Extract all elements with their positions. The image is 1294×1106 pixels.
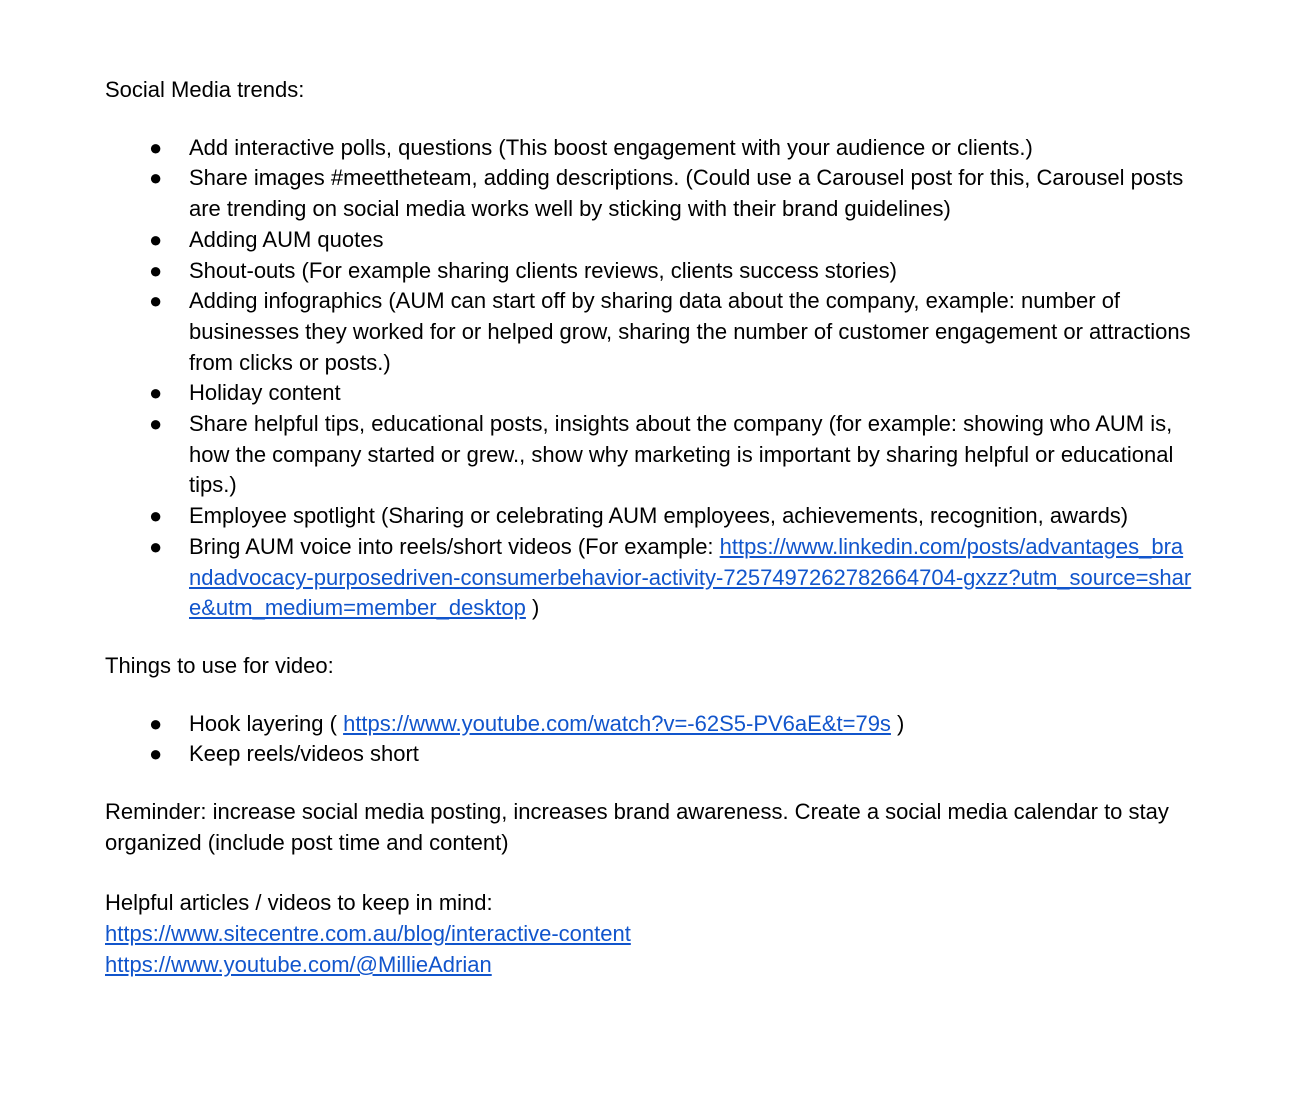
bullet-icon: ●: [149, 257, 163, 283]
sitecentre-link[interactable]: https://www.sitecentre.com.au/blog/interactive-content: [105, 921, 631, 947]
bullet-icon: ●: [149, 533, 163, 559]
list-item: ● Bring AUM voice into reels/short videos (For example: https://www.linkedin.com/posts/advantages_brandadvocacy-purposedriven-consumerbehavior-activity-7257497262782664704-gxzz?utm_source=share&utm_medium=member_desktop ): [149, 533, 1192, 621]
list-item: ● Keep reels/videos short: [105, 739, 1195, 770]
bullet-icon: ●: [149, 288, 163, 314]
reminder-text: Reminder: increase social media posting, increases brand awareness. Create a social media calendar to stay organized (include post time and content): [105, 799, 1169, 855]
list-item: ● Shout-outs (For example sharing clients reviews, clients success stories): [105, 256, 1195, 287]
linkedin-link[interactable]: https://www.linkedin.com/posts/advantages_brandadvocacy-purposedriven-consumerbehavior-activity-7257497262782664704-gxzz?utm_source=share&utm_medium=member_desktop: [189, 533, 1192, 621]
bullet-icon: ●: [149, 710, 163, 736]
bullet-icon: ●: [149, 411, 163, 437]
list-item: ● Add interactive polls, questions (This boost engagement with your audience or clients.): [105, 133, 1195, 164]
document-page: [105, 75, 1195, 981]
heading-social-media-trends: Social Media trends:: [105, 77, 305, 102]
video-list: [105, 709, 1195, 770]
heading-things-for-video: Things to use for video:: [105, 652, 334, 678]
millie-adrian-link[interactable]: https://www.youtube.com/@MillieAdrian: [105, 951, 492, 977]
list-item: ● Share images #meettheteam, adding descriptions. (Could use a Carousel post for this, Carousel posts are trending on social media works well by sticking with their brand guidelines): [149, 165, 1184, 222]
bullet-icon: ●: [149, 226, 163, 252]
list-item: ● Share helpful tips, educational posts, insights about the company (for example: showing who AUM is, how the company started or grew., show why marketing is important by sharing helpful or educational tips.): [149, 411, 1174, 498]
list-item: ● Adding infographics (AUM can start off by sharing data about the company, example: number of businesses they worked for or helped grow, sharing the number of customer engagement or attractions from clicks or posts.): [149, 288, 1191, 375]
list-item: ● Employee spotlight (Sharing or celebrating AUM employees, achievements, recognition, awards): [105, 501, 1195, 532]
bullet-icon: ●: [149, 503, 163, 529]
heading-helpful-articles: Helpful articles / videos to keep in mind:: [105, 890, 493, 916]
bullet-icon: ●: [149, 165, 163, 191]
list-item: ● Hook layering ( https://www.youtube.com/watch?v=-62S5-PV6aE&t=79s ): [105, 709, 1195, 740]
youtube-hook-link[interactable]: https://www.youtube.com/watch?v=-62S5-PV6aE&t=79s: [343, 710, 891, 736]
list-item: ● Holiday content: [105, 378, 1195, 409]
trends-list: [105, 133, 1195, 624]
bullet-icon: ●: [149, 134, 163, 160]
bullet-icon: ●: [149, 380, 163, 406]
list-item: ● Adding AUM quotes: [105, 225, 1195, 256]
bullet-icon: ●: [149, 741, 163, 767]
